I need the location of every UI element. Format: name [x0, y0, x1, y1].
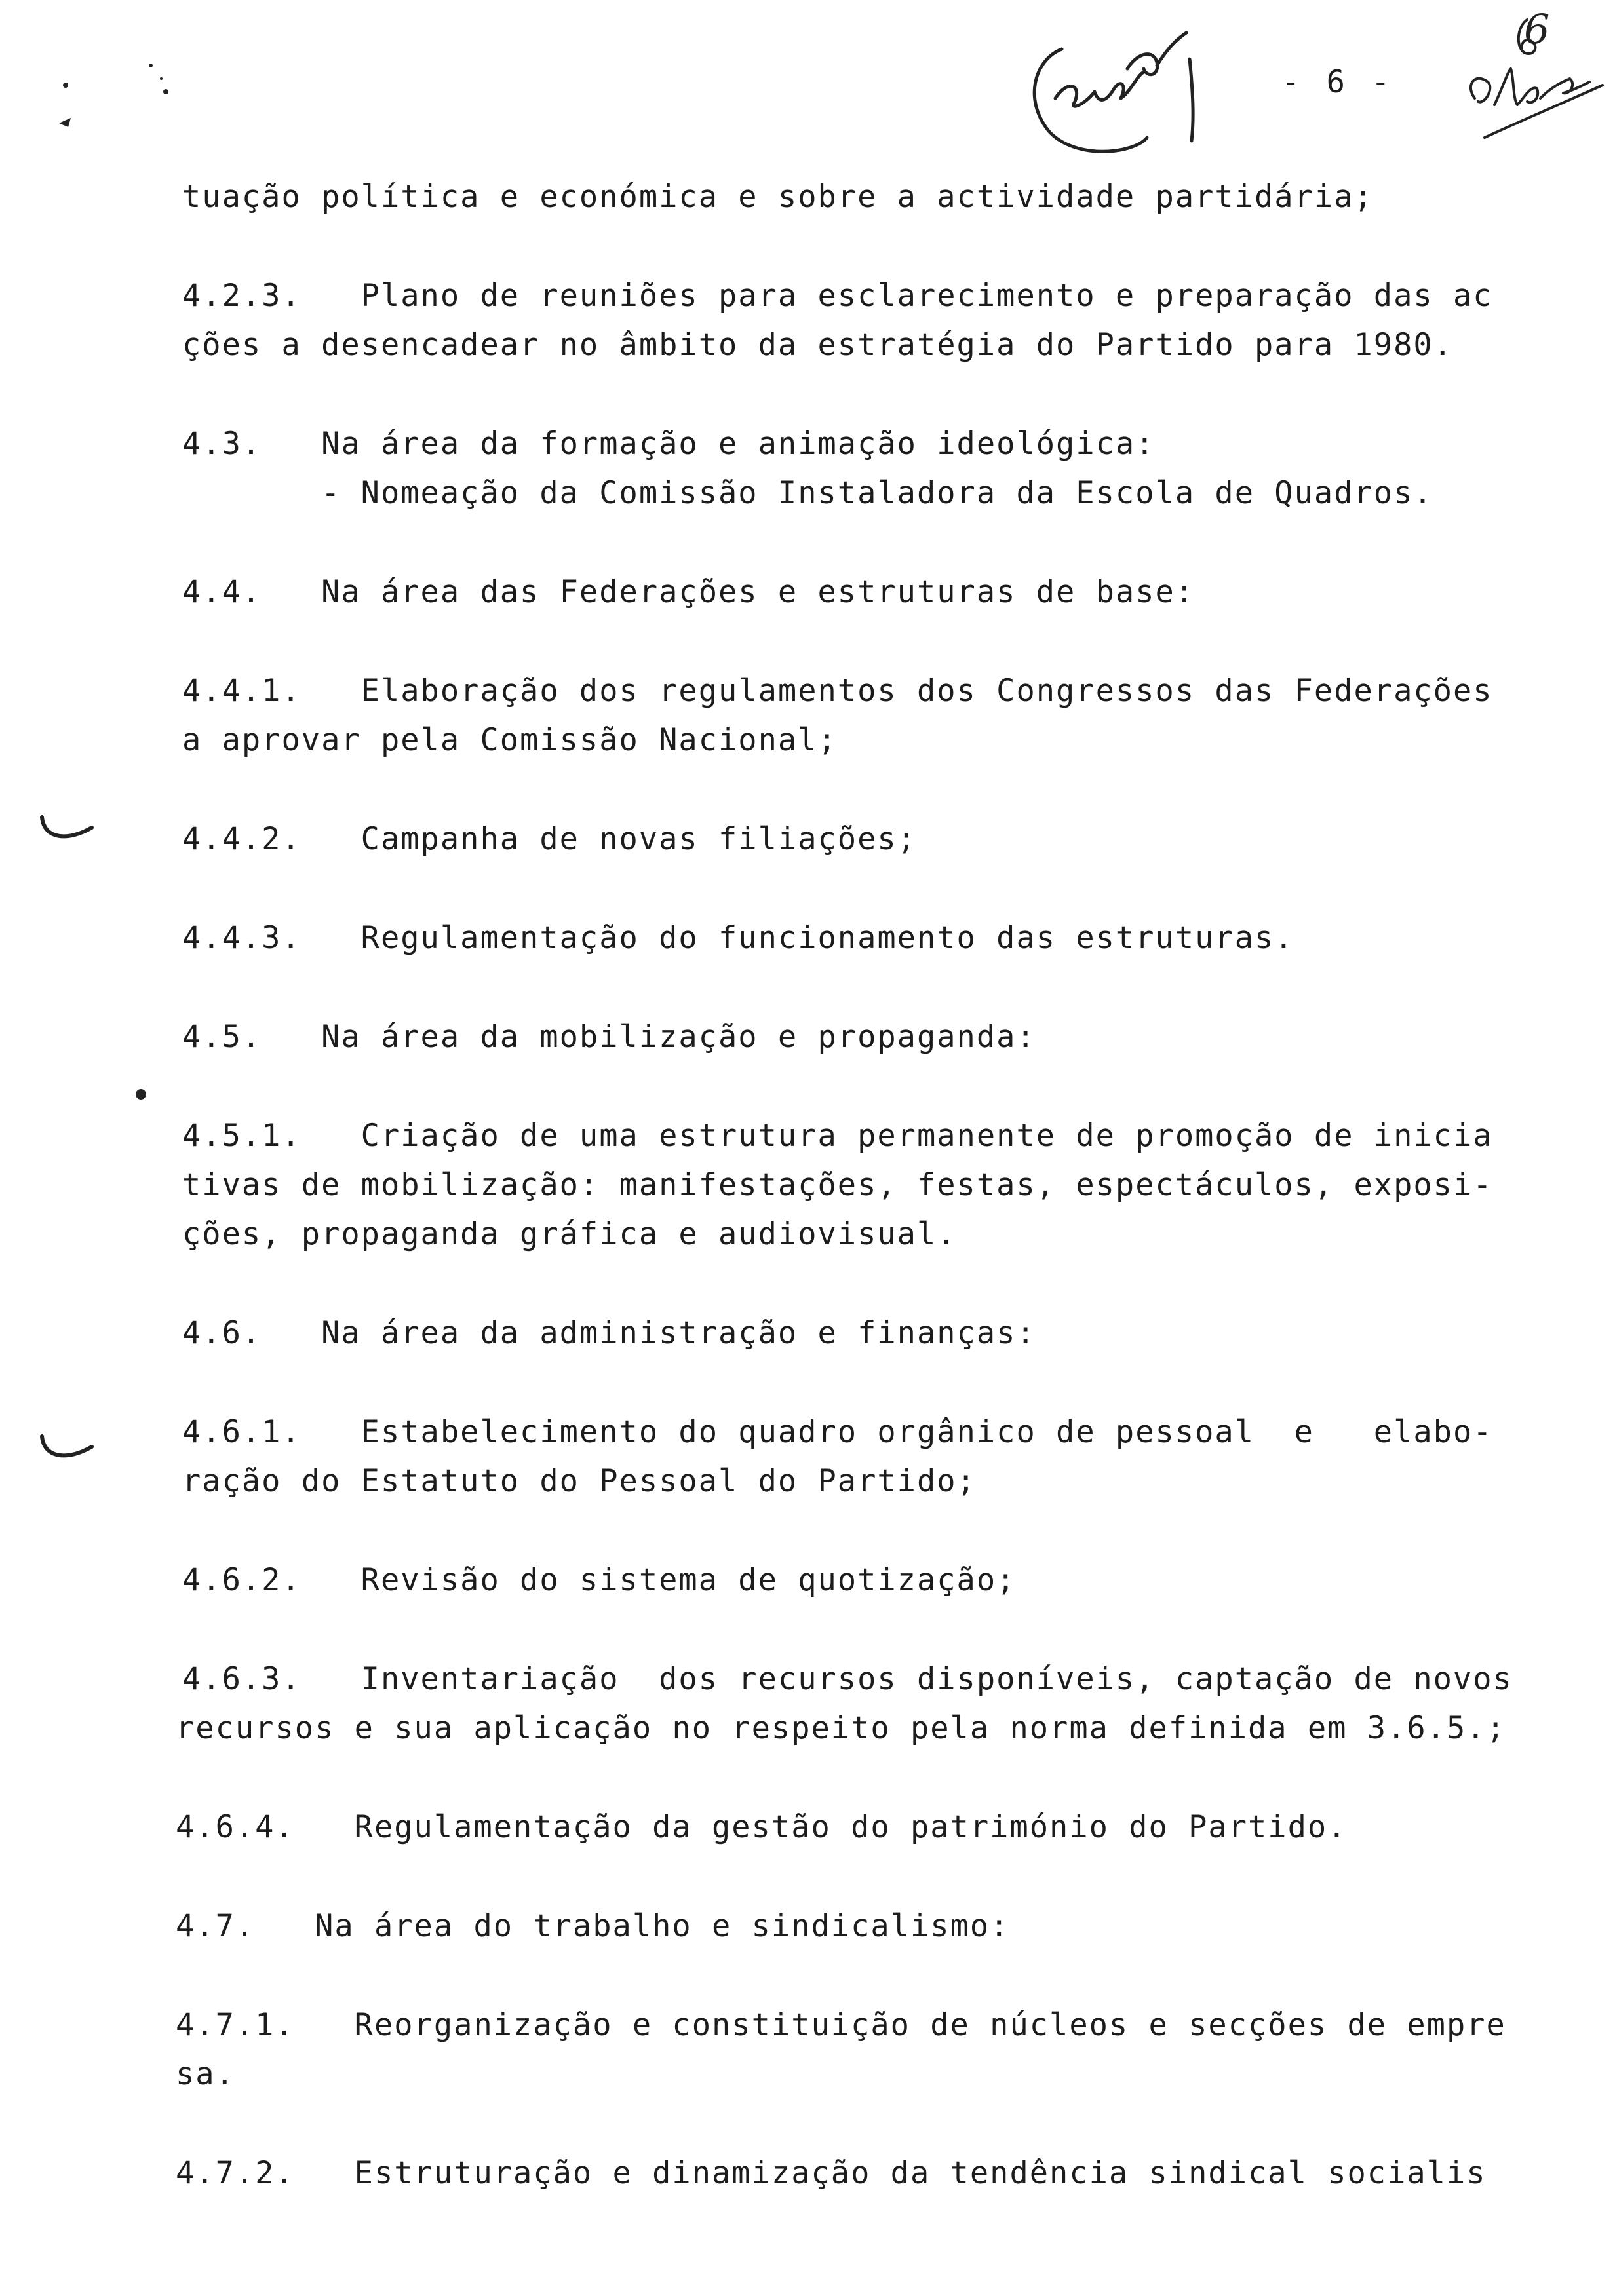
- signature-left-icon: [1022, 13, 1258, 164]
- body-line: 4.5. Na área da mobilização e propaganda:: [182, 1019, 1036, 1055]
- margin-check-icon: [34, 1428, 96, 1468]
- margin-dot-icon: [131, 1084, 151, 1104]
- body-line: ções a desencadear no âmbito da estratégia do Partido para 1980.: [182, 327, 1453, 363]
- margin-dots-icon: [39, 52, 197, 138]
- handwritten-page-number: 6: [1524, 5, 1550, 53]
- body-line: tuação política e económica e sobre a actividade partidária;: [182, 179, 1374, 215]
- body-line: 4.6.1. Estabelecimento do quadro orgânico de pessoal e elabo-: [182, 1414, 1493, 1450]
- body-line: 4.6. Na área da administração e finanças:: [182, 1315, 1036, 1351]
- body-line: 4.7. Na área do trabalho e sindicalismo:: [176, 1908, 1010, 1944]
- body-line: ração do Estatuto do Pessoal do Partido;: [182, 1463, 977, 1499]
- body-line: ções, propaganda gráfica e audiovisual.: [182, 1216, 957, 1252]
- body-line: 4.6.4. Regulamentação da gestão do património do Partido.: [176, 1809, 1348, 1845]
- body-line: sa.: [176, 2056, 235, 2092]
- body-line: 4.3. Na área da formação e animação ideológica:: [182, 426, 1156, 462]
- body-line: 4.2.3. Plano de reuniões para esclarecimento e preparação das ac: [182, 278, 1493, 314]
- body-line: recursos e sua aplicação no respeito pela norma definida em 3.6.5.;: [176, 1710, 1506, 1746]
- body-line: 4.4. Na área das Federações e estruturas de base:: [182, 574, 1196, 610]
- body-line: 4.4.2. Campanha de novas filiações;: [182, 821, 917, 857]
- body-line: tivas de mobilização: manifestações, festas, espectáculos, exposi-: [182, 1167, 1493, 1203]
- body-line: 4.4.3. Regulamentação do funcionamento das estruturas.: [182, 920, 1294, 956]
- margin-check-icon: [34, 809, 96, 849]
- body-line: 4.7.2. Estruturação e dinamização da tendência sindical socialis: [176, 2155, 1487, 2191]
- body-line: 4.5.1. Criação de uma estrutura permanente de promoção de inicia: [182, 1118, 1493, 1154]
- body-line: 4.7.1. Reorganização e constituição de núcleos e secções de empre: [176, 2007, 1506, 2043]
- page-number: - 6 -: [1281, 64, 1394, 100]
- body-line: 4.6.2. Revisão do sistema de quotização;: [182, 1562, 1017, 1598]
- body-line: a aprovar pela Comissão Nacional;: [182, 722, 838, 758]
- body-line: - Nomeação da Comissão Instaladora da Escola de Quadros.: [182, 475, 1433, 511]
- body-line: 4.6.3. Inventariação dos recursos disponíveis, captação de novos: [182, 1661, 1513, 1697]
- body-line: 4.4.1. Elaboração dos regulamentos dos Congressos das Federações: [182, 673, 1493, 709]
